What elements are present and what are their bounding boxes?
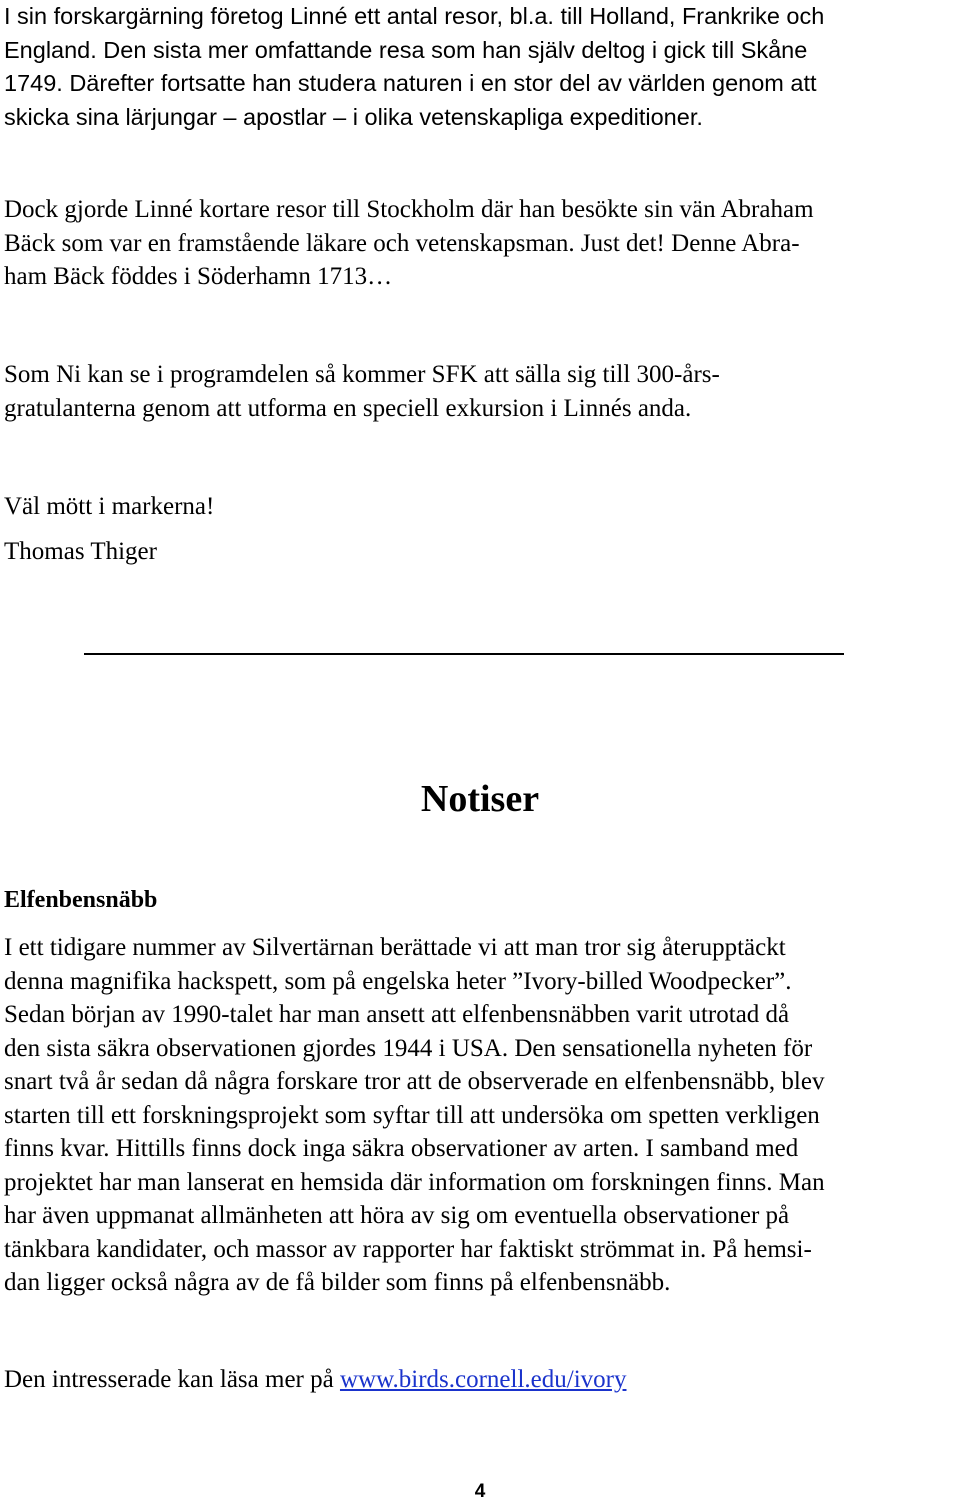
paragraph-line: ham Bäck föddes i Söderhamn 1713… [4, 263, 393, 290]
more-info-line [4, 1363, 960, 1397]
paragraph-line-part: Denne Abra- [664, 229, 800, 257]
paragraph-line: den sista säkra observationen gjordes 1944 i USA. Den sensationella nyheten för [4, 1034, 813, 1062]
notice-heading: Elfenbensnäbb [4, 887, 158, 913]
paragraph-line: starten till ett forskningsprojekt som syftar till att undersöka om spetten verkligen [4, 1101, 820, 1129]
closing-greeting: Väl mött i markerna! [4, 493, 215, 520]
paragraph-line: Sedan början av 1990-talet har man ansett att elfenbensnäbben varit utrotad då [4, 1001, 790, 1028]
section-title: Notiser [420, 778, 540, 820]
notice-body [4, 931, 960, 1300]
paragraph-line [4, 227, 960, 261]
page-number: 4 [474, 1481, 486, 1502]
paragraph-line: I ett tidigare nummer av Silvertärnan berättade vi att man tror sig återupptäckt [4, 934, 786, 961]
paragraph-line: skicka sina lärjungar – apostlar – i olika vetenskapliga expeditioner. [4, 103, 703, 130]
paragraph-line: snart två år sedan då några forskare tror att de observerade en elfenbensnäbb, blev [4, 1068, 825, 1095]
paragraph-sfk-excursion [4, 358, 960, 425]
author-signature: Thomas Thiger [4, 538, 157, 565]
ivory-website-link[interactable]: www.birds.cornell.edu/ivory [339, 1366, 627, 1393]
paragraph-line: projektet har man lanserat en hemsida där information om forskningen finns. Man [4, 1168, 825, 1196]
paragraph-linne-travels [4, 0, 960, 134]
more-info-text: Den intresserade kan läsa mer på [4, 1366, 340, 1393]
paragraph-line-part: Bäck som var en framstående läkare och vetenskapsman. Just det! [4, 229, 665, 257]
paragraph-line: denna magnifika hackspett, som på engelska heter ”Ivory-billed Woodpecker”. [4, 967, 792, 995]
paragraph-line: Som Ni kan se i programdelen så kommer SFK att sälla sig till 300-års- [4, 361, 720, 388]
paragraph-line: gratulanterna genom att utforma en speciell exkursion i Linnés anda. [4, 394, 692, 422]
paragraph-line: finns kvar. Hittills finns dock inga säkra observationer av arten. I samband med [4, 1135, 799, 1162]
paragraph-abraham-back [4, 193, 960, 294]
paragraph-line: 1749. Därefter fortsatte han studera naturen i en stor del av världen genom att [4, 70, 817, 96]
section-divider [84, 653, 844, 655]
paragraph-line: har även uppmanat allmänheten att höra av sig om eventuella observationer på [4, 1202, 790, 1229]
paragraph-line: England. Den sista mer omfattande resa som han själv deltog i gick till Skåne [4, 36, 808, 63]
paragraph-line: tänkbara kandidater, och massor av rapporter har faktiskt strömmat in. På hemsi- [4, 1235, 812, 1263]
paragraph-line: I sin forskargärning företog Linné ett antal resor, bl.a. till Holland, Frankrike och [4, 3, 825, 29]
paragraph-line: dan ligger också några av de få bilder som finns på elfenbensnäbb. [4, 1269, 671, 1296]
paragraph-line: Dock gjorde Linné kortare resor till Stockholm där han besökte sin vän Abraham [4, 196, 814, 223]
